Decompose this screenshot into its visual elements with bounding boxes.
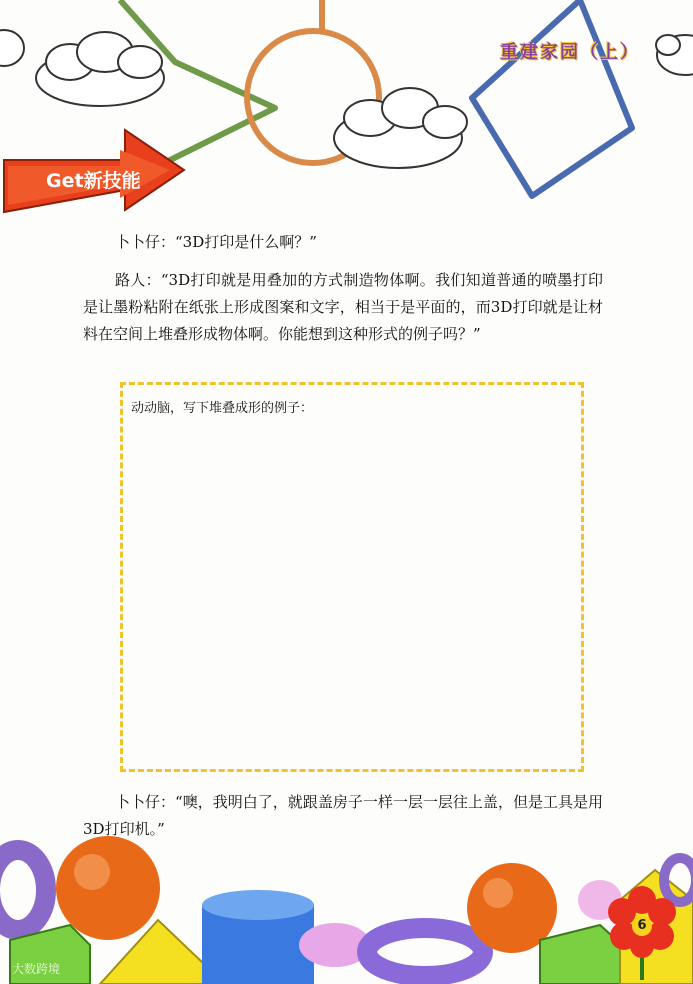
cloud-edge-left	[0, 30, 24, 66]
watermark: 大数跨境	[12, 962, 61, 976]
cloud-middle	[334, 88, 467, 168]
bottom-shapes	[0, 836, 693, 984]
dialogue-line-1: 卜卜仔：“3D打印是什么啊？”	[115, 233, 317, 251]
chapter-title: 重建家园（上）	[500, 42, 640, 63]
page-number: 6	[632, 916, 652, 936]
activity-answer-box[interactable]	[120, 382, 584, 772]
cloud-left	[36, 32, 164, 106]
activity-prompt: 动动脑，写下堆叠成形的例子：	[131, 401, 314, 416]
cloud-right	[656, 35, 693, 75]
banner-label: Get新技能	[46, 170, 141, 192]
dialogue-line-2: 路人：“3D打印就是用叠加的方式制造物体啊。我们知道普通的喷墨打印是让墨粉粘附在纸张上形成图案和文字，相当于是平面的，而3D打印就是让材料在空间上堆叠形成物体啊。你能想到这种形式的例子吗？”	[83, 271, 603, 343]
dialogue-line-3: 卜卜仔：“噢，我明白了，就跟盖房子一样一层一层往上盖，但是工具是用3D打印机。”	[83, 793, 603, 838]
blue-square-shape	[472, 0, 632, 196]
